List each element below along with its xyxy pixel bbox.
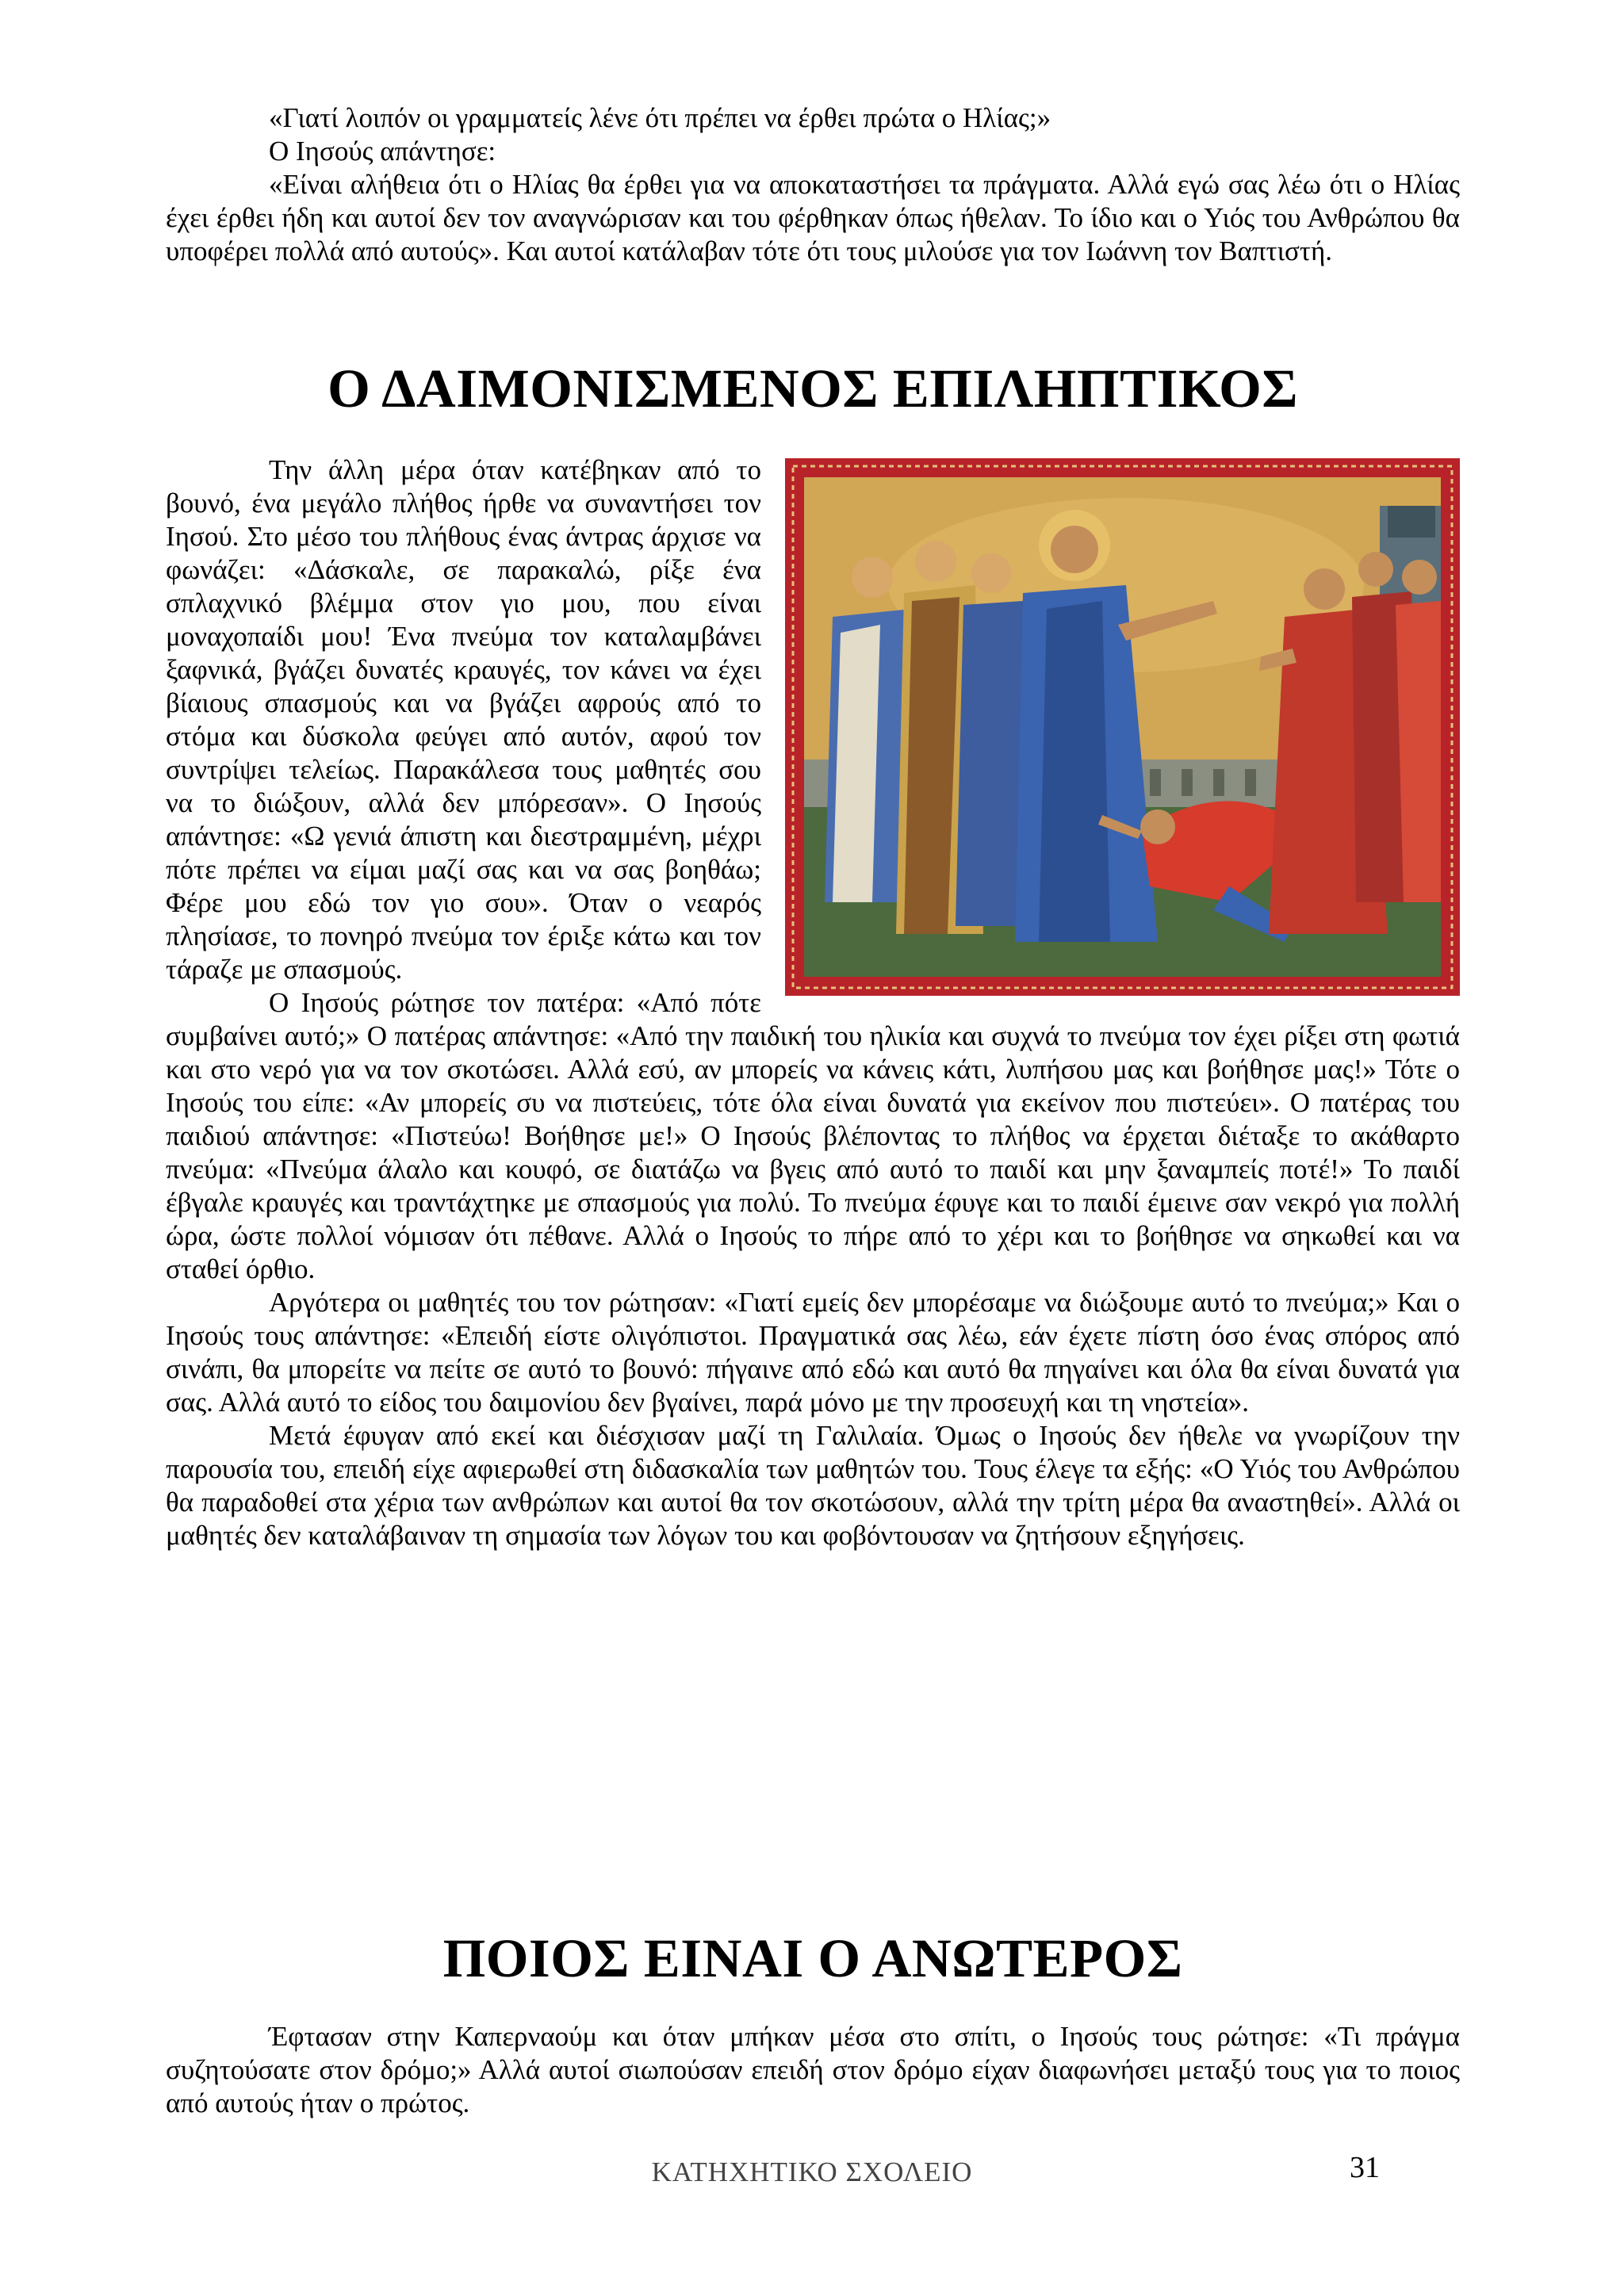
intro-paragraph-1: «Γιατί λοιπόν οι γραμματείς λένε ότι πρέπει να έρθει πρώτα ο Ηλίας;» <box>269 102 1051 133</box>
section-1-heading-wrap <box>166 357 1460 420</box>
section-1-paragraph-3: Αργότερα οι μαθητές του τον ρώτησαν: «Γιατί εμείς δεν μπορέσαμε να διώξουμε αυτό το πνεύμα;» Και ο Ιησούς τους απάντησε: «Επειδή είστε ολιγόπιστοι. Πραγματικά σας λέω, εάν έχετε πίστη όσο ένας σπόρος από σινάπι, θα μπορείτε να πείτε σε αυτό το βουνό: πήγαινε από εδώ και αυτό θα πηγαίνει και όλα θα είναι δυνατά για σας. Αλλά αυτό το είδος του δαιμονίου δεν βγαίνει, παρά μόνο με την προσευχή και τη νηστεία». <box>166 1287 1460 1418</box>
page-number: 31 <box>1350 2151 1380 2184</box>
byzantine-miniature-image <box>785 458 1460 996</box>
intro-block <box>166 101 1460 268</box>
footer-school-name: ΚΑΤΗΧΗΤΙΚΟ ΣΧΟΛΕΙΟ <box>651 2156 973 2187</box>
section-1-paragraph-2: Ο Ιησούς ρώτησε τον πατέρα: «Από πότε συμβαίνει αυτό;» Ο πατέρας απάντησε: «Από την παιδική του ηλικία και συχνά το πνεύμα τον έχει ρίξει στη φωτιά και στο νερό για να τον σκοτώσει. Αλλά εσύ, αν μπορείς να κάνεις κάτι, λυπήσου μας και βοήθησε μας!» Τότε ο Ιησούς του είπε: «Αν μπορείς συ να πιστεύεις, τότε όλα είναι δυνατά για εκείνον που πιστεύει». Ο πατέρας του παιδιού απάντησε: «Πιστεύω! Βοήθησε με!» Ο Ιησούς βλέποντας το πλήθος να έρχεται διέταξε το ακάθαρτο πνεύμα: «Πνεύμα άλαλο και κουφό, σε διατάζω να βγεις από αυτό το παιδί και μην ξαναμπείς ποτέ!» Το παιδί έβγαλε κραυγές και τραντάχτηκε με σπασμούς για πολύ. Το πνεύμα έφυγε και το παιδί έμεινε σαν νεκρό για πολλή ώρα, ώστε πολλοί νόμισαν ότι πέθανε. Αλλά ο Ιησούς το πήρε από το χέρι και το βοήθησε να σηκωθεί και να σταθεί όρθιο. <box>166 987 1460 1284</box>
section-1-paragraph-1: Την άλλη μέρα όταν κατέβηκαν από το βουνό, ένα μεγάλο πλήθος ήρθε να συναντήσει τον Ιησού. Στο μέσο του πλήθους ένας άντρας άρχισε να φωνάζει: «Δάσκαλε, σε παρακαλώ, ρίξε ένα σπλαχνικό βλέμμα στον γιο μου, που είναι μοναχοπαίδι μου! Ένα πνεύμα τον καταλαμβάνει ξαφνικά, βγάζει δυνατές κραυγές, τον κάνει να έχει βίαιους σπασμούς και να βγάζει αφρούς από το στόμα και δύσκολα φεύγει από αυτόν, αφού τον συντρίψει τελείως. Παρακάλεσα τους μαθητές σου να το διώξουν, αλλά δεν μπόρεσαν». Ο Ιησούς απάντησε: «Ω γενιά άπιστη και διεστραμμένη, μέχρι πότε πρέπει να είμαι μαζί σας και να σας βοηθάω; Φέρε μου εδώ τον γιο σου». Όταν ο νεαρός πλησίασε, το πονηρό πνεύμα τον έριξε κάτω και τον τάραζε με σπασμούς. <box>166 454 761 985</box>
section-2-title: ΠΟΙΟΣ ΕΙΝΑΙ Ο ΑΝΩΤΕΡΟΣ <box>442 1928 1183 1988</box>
section-1-title: Ο ΔΑΙΜΟΝΙΣΜΕΝΟΣ ΕΠΙΛΗΠΤΙΚΟΣ <box>327 358 1298 419</box>
intro-paragraph-2: Ο Ιησούς απάντησε: <box>269 136 496 166</box>
section-2-body <box>166 2020 1460 2120</box>
section-1-body <box>166 453 1460 1552</box>
section-2-heading-wrap <box>166 1927 1460 1990</box>
section-2-paragraph-1: Έφτασαν στην Καπερναούμ και όταν μπήκαν μέσα στο σπίτι, ο Ιησούς τους ρώτησε: «Τι πράγμα συζητούσατε στον δρόμο;» Αλλά αυτοί σιωπούσαν επειδή στον δρόμο είχαν διαφωνήσει μεταξύ τους για το ποιος από αυτούς ήταν ο πρώτος. <box>166 2021 1460 2118</box>
intro-paragraph-3: «Είναι αλήθεια ότι ο Ηλίας θα έρθει για να αποκαταστήσει τα πράγματα. Αλλά εγώ σας λέω ότι ο Ηλίας έχει έρθει ήδη και αυτοί δεν τον αναγνώρισαν και του φέρθηκαν όπως ήθελαν. Το ίδιο και ο Υιός του Ανθρώπου θα υποφέρει πολλά από αυτούς». Και αυτοί κατάλαβαν τότε ότι τους μιλούσε για τον Ιωάννη τον Βαπτιστή. <box>166 169 1460 266</box>
illustration-healing-icon <box>785 458 1460 996</box>
section-1-paragraph-4: Μετά έφυγαν από εκεί και διέσχισαν μαζί τη Γαλιλαία. Όμως ο Ιησούς δεν ήθελε να γνωρίζουν την παρουσία του, επειδή είχε αφιερωθεί στη διδασκαλία των μαθητών του. Τους έλεγε τα εξής: «Ο Υιός του Ανθρώπου θα παραδοθεί στα χέρια των ανθρώπων και αυτοί θα τον σκοτώσουν, αλλά την τρίτη μέρα θα αναστηθεί». Αλλά οι μαθητές δεν καταλάβαιναν τη σημασία των λόγων του και φοβόντουσαν να ζητήσουν εξηγήσεις. <box>166 1420 1460 1551</box>
